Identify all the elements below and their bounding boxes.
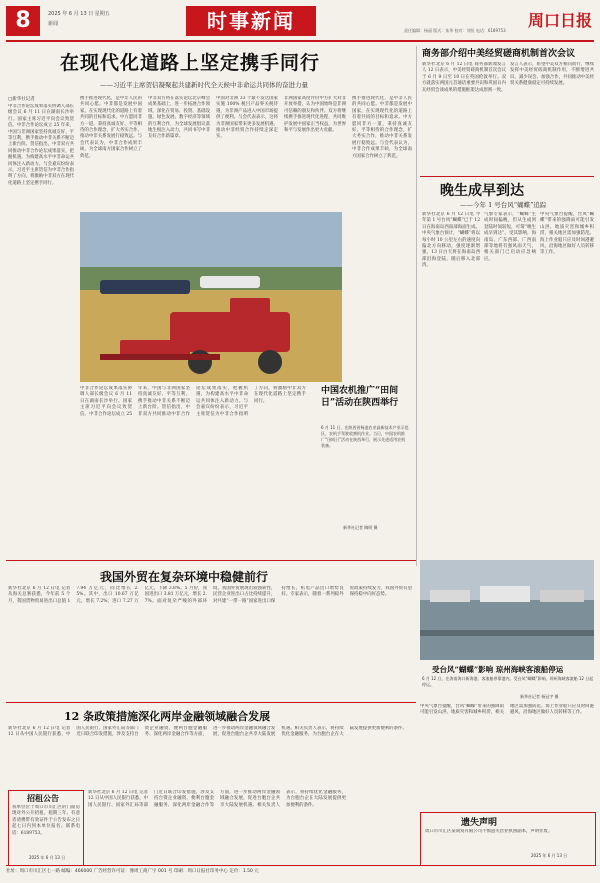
typhoon-column-1: 新华社北京 6 月 12 日电 今年第 1 号台风“蝴蝶”已于 12 日在海南岛西南部海面生成。中央气象台预计，“蝴蝶”将以每小时 10 公里左右的速度向偏北方向移动，强度逐渐增强，13 日白天将在海南岛西部沿海登陆，随后移入北部湾。 <box>422 212 480 269</box>
issue-date: 2025 年 6 月 13 日 星期五 <box>48 11 110 17</box>
harvester-illustration <box>80 212 342 382</box>
newspaper-logo: 周口日报 <box>527 11 592 30</box>
editor-contact: 责任编辑：杨丽 版式：朱华 校对：刘恒 电话：6189753 <box>404 28 506 33</box>
lead-column-4: 中国对非洲 33 个最不发达国家实施 100% 税目产品零关税待遇，为非洲产品进入中国市场提供了便利。与会代表表示，这将为非洲国家带来更多发展机遇，推动中非经贸合作持续走深走实。 <box>216 96 278 140</box>
rental-notice <box>8 790 84 866</box>
port-illustration <box>420 560 594 660</box>
trade-rule <box>6 560 416 561</box>
column-divider <box>416 46 417 566</box>
notice-text: 我单位位于周口市川汇区的门面房现对外公开招租，租期三年。有意者请携带有效证件于公告发布之日起七日内到本单位报名。联系电话：6189753。 <box>12 805 80 836</box>
port-photo <box>420 560 594 660</box>
lead-column-2: 携手推进现代化，是中非人民的共同心愿。中非都是发展中国家，在实现现代化的道路上有着共同的目标和追求。中方愿同非方一道，秉持真诚友好、平等相待的合作理念，扩大务实合作，推动中非关系发展行稳致远。与会代表认为，中非合作成果丰硕，为全球南方国家合作树立了典范。 <box>80 96 142 159</box>
page-footer: 社址：周口市川汇区七一路 邮编：466000 广告经营许可证：豫周工商广字 001 号 印刷：周口日报社印务中心 定价：1.50 元 <box>6 869 259 874</box>
lead-column-6: 携手推进现代化，是中非人民的共同心愿。中非都是发展中国家，在实现现代化的道路上有着共同的目标和追求。中方愿同非方一道，秉持真诚友好、平等相待的合作理念，扩大务实合作，推动中非关系发展行稳致远。与会代表认为，中非合作成果丰硕，为全球南方国家合作树立了典范。 <box>352 96 412 159</box>
finance-continuation: 新华社北京 6 月 12 日电 记者 12 日从中国人民银行获悉，中国人民银行、国家外汇局等部门近日联合印发措施，涉及支持台资企业融资、便利台胞金融服务、深化两岸金融合作等方面，进一步推动两岸金融领域融合发展，促进台胞台企共享大陆发展机遇。相关负责人表示，将持续优化金融服务，为台胞台企在大陆发展提供更加便利的条件。 <box>88 790 346 808</box>
header-rule <box>6 40 594 42</box>
commerce-headline: 商务部介绍中美经贸磋商机制首次会议 <box>422 49 576 59</box>
lead-column-1: 中非合作论坛成果落实协调人部长级会议 6 月 11 日在湖南长沙举行。国家主席习近平向会议致贺信。中非合作论坛成立 25 年来，中国与非洲国家坚持真诚友好、平等互利，携手推动中非关系不断迈上新台阶。贺信指出，中非双方共同推动中非合作论坛成果落实，把握机遇，为构建高水平中非命运共同体注入新动力。与会嘉宾纷纷表示，习近平主席贺信为中非合作指明了方向，将激励中非双方在现代化道路上坚定携手同行。 <box>8 104 74 186</box>
trade-body: 新华社北京 6 月 12 日电 记者从海关总署获悉，今年前 5 个月，我国货物贸易进出口总值 17.94 万亿元，同比增长 2.5%。其中，出口 10.67 万亿元，增长 7.2%；进口 7.27 万亿元，下降 3.8%。5 月份，我国进出口 3.81 万亿元，增长 2.7%。面对复杂严峻的外部环境，我国外贸展现出较强韧性，民营企业进出口占比持续提升，对共建“一带一路”国家进出口保持增长，机电产品出口增势良好。专家表示，随着一系列稳外贸政策持续发力，我国外贸有望保持稳中向好态势。 <box>8 586 412 604</box>
port-photo-text: 6 月 12 日，在海南海口新海港，客滚船停靠港内。受台风“蝴蝶”影响，琼州海峡客滚船 12 日起停运。 <box>422 676 594 687</box>
footer-rule <box>6 865 594 866</box>
lost-title: 遗失声明 <box>461 818 498 828</box>
page-number: 8 <box>6 6 40 36</box>
port-photo-caption: 受台风“蝴蝶”影响 琼州海峡客滚船停运 <box>432 665 564 674</box>
notice-date: 2025 年 6 月 13 日 <box>29 855 66 860</box>
typhoon-column-2: 气象专家表示，“蝴蝶”生成时间偏晚，但从生成到登陆时间较短，可谓“晚生成早到达”。受其影响，海南岛、广东西部、广西南部等地将有强风雨天气，相关部门已启动应急响应。 <box>484 212 536 262</box>
typhoon-rule <box>420 176 594 177</box>
lead-source: □新华社记者 <box>8 97 35 102</box>
lead-column-3: 中非双方将在落实论坛北京峰会成果基础上，进一步拓展合作领域，深化在贸易、投资、基础设施、绿色发展、数字经济等领域的互利合作，为全球发展倡议落地生根注入动力，共同书写中非友好合作新篇章。 <box>148 96 210 140</box>
commerce-column-1: 新华社北京 6 月 12 日电 商务部新闻发言人 12 日表示，中美经贸磋商机制首次会议于 6 月 9 日至 10 日在英国伦敦举行。双方就落实两国元首通话重要共识和巩固日内瓦经贸会谈成果的措施框架达成原则一致。 <box>422 62 506 93</box>
page-header <box>6 6 594 38</box>
finance-body: 新华社北京 6 月 12 日电 记者 12 日从中国人民银行获悉，中国人民银行、国家外汇局等部门近日联合印发措施，涉及支持台资企业融资、便利台胞金融服务、深化两岸金融合作等方面，进一步推动两岸金融领域融合发展，促进台胞台企共享大陆发展机遇。相关负责人表示，将持续优化金融服务，为台胞台企在大陆发展提供更加便利的条件。 <box>8 726 407 738</box>
photo-caption-credit: 新华社记者 陶明 摄 <box>343 525 378 530</box>
typhoon-subheadline: ——今年 1 号台风“蝴蝶”追踪 <box>460 201 547 209</box>
lead-subheadline: ——习近平主席贺信凝聚起共建新时代全天候中非命运共同体的奋进力量 <box>100 81 308 89</box>
finance-rule <box>6 702 416 703</box>
section-label: 新闻 <box>48 21 59 27</box>
typhoon-column-3: 中央气象台提醒，台风“蝴蝶”带来的强降雨可能引发山洪、地质灾害和城乡积涝，相关地区需加强防范。海上作业船只应及时回港避风，沿海地区做好人员转移等工作。 <box>540 212 594 256</box>
harvest-photo <box>80 212 342 382</box>
typhoon-continuation: 中央气象台提醒，台风“蝴蝶”带来的强降雨可能引发山洪、地质灾害和城乡积涝，相关地区需加强防范。海上作业船只应及时回港避风，沿海地区做好人员转移等工作。 <box>420 704 594 716</box>
lead-continuation: 中非合作论坛成果落实协调人部长级会议 6 月 11 日在湖南长沙举行。国家主席习近平向会议致贺信。中非合作论坛成立 25 年来，中国与非洲国家坚持真诚友好、平等互利，携手推动中非关系不断迈上新台阶。贺信指出，中非双方共同推动中非合作论坛成果落实，把握机遇，为构建高水平中非命运共同体注入新动力。与会嘉宾纷纷表示，习近平主席贺信为中非合作指明了方向，将激励中非双方在现代化道路上坚定携手同行。 <box>80 386 306 417</box>
lead-headline: 在现代化道路上坚定携手同行 <box>60 52 321 74</box>
photo-caption-title: 中国农机推广“田间日”活动在陕西举行 <box>321 386 399 408</box>
finance-headline: 12 条政策措施深化两岸金融领域融合发展 <box>64 710 271 723</box>
lost-text: 周口市川汇区某商贸有限公司不慎遗失营业执照副本，声明作废。 <box>425 829 553 834</box>
lead-column-5: 非洲国家高度评价中方扩大对非开放举措，认为中国始终是非洲可信赖的朋友和伙伴。双方将继续携手推进现代化进程，共同维护发展中国家正当权益，为世界和平与发展作出更大贡献。 <box>284 96 346 134</box>
photo-caption-box <box>312 384 414 558</box>
port-photo-credit: 新华社记者 杨冠宇 摄 <box>520 694 559 699</box>
lost-notice <box>420 812 596 866</box>
photo-caption-text: 6 月 11 日，在陕西省杨凌农业高新技术产业示范区，农机手驾驶收割机作业。当日，中国农机推广“田间日”活动在陕西举行，展示先进适用农机装备。 <box>321 425 409 448</box>
typhoon-headline: 晚生成早到达 <box>440 183 524 199</box>
section-title: 时事新闻 <box>186 6 316 36</box>
commerce-column-2: 发言人表示，希望中美双方相向而行，继续发挥中美经贸磋商机制作用，不断增进共识、减少误会、加强合作，共同推动中美经贸关系健康稳定可持续发展。 <box>510 62 594 87</box>
lost-date: 2025 年 6 月 13 日 <box>531 853 568 858</box>
trade-headline: 我国外贸在复杂环境中稳健前行 <box>100 570 269 584</box>
notice-title: 招租公告 <box>27 793 59 803</box>
